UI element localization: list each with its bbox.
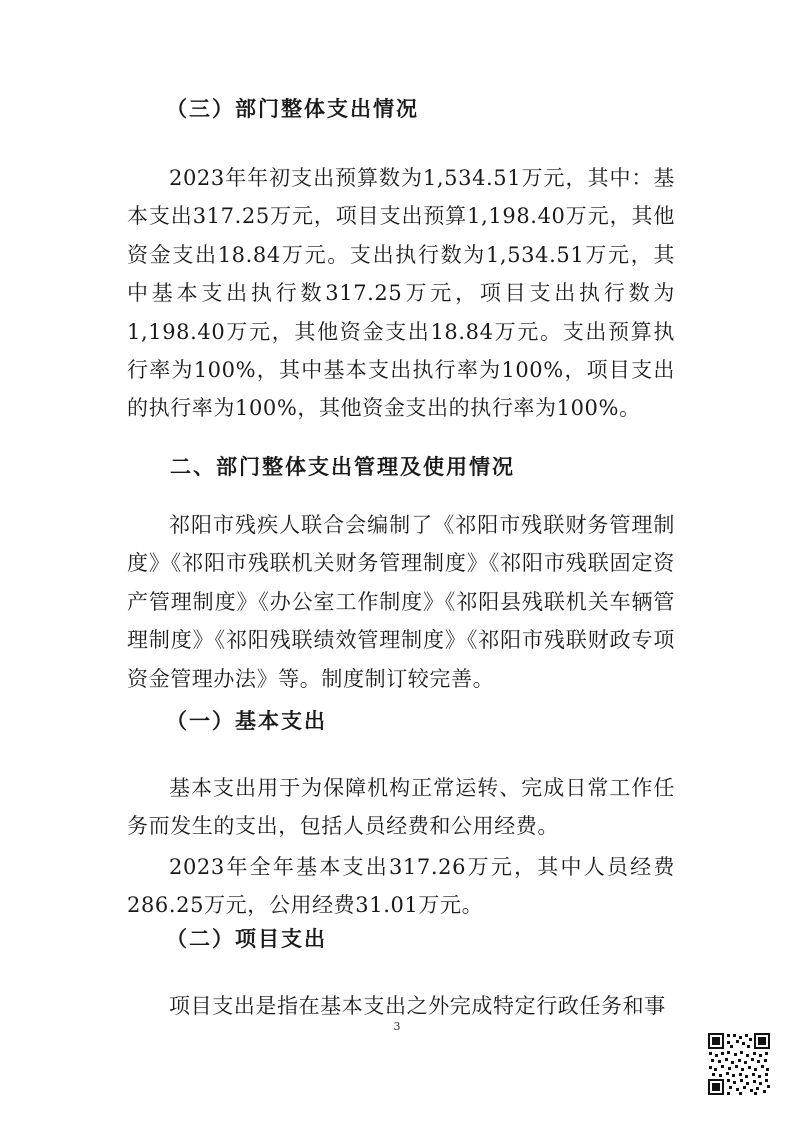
paragraph-management-rules: 祁阳市残疾人联合会编制了《祁阳市残联财务管理制度》《祁阳市残联机关财务管理制度》《祁阳市残联固定资产管理制度》《办公室工作制度》《祁阳县残联机关车辆管理制度》《祁阳残联绩效管理制度》《祁阳市残联财政专项资金管理办法》等。制度制订较完善。: [127, 513, 675, 691]
paragraph-basic-definition: 基本支出用于为保障机构正常运转、完成日常工作任务而发生的支出，包括人员经费和公用经费。: [127, 776, 675, 839]
paragraph-basic-amounts: 2023年全年基本支出317.26万元，其中人员经费286.25万元，公用经费31.01万元。: [127, 855, 675, 918]
section-heading-management: 二、部门整体支出管理及使用情况: [170, 454, 515, 479]
paragraph-overall-expenditure: 2023年年初支出预算数为1,534.51万元，其中：基本支出317.25万元，项目支出预算1,198.40万元，其他资金支出18.84万元。支出执行数为1,534.51万元，其中基本支出执行数317.25万元，项目支出执行数为1,198.40万元，其他资金支出18.84万元。支出预算执行率为100%，其中基本支出执行率为100%，项目支出的执行率为100%，其他资金支出的执行率为100%。: [127, 166, 675, 421]
section-heading-basic-expenditure: （一）基本支出: [166, 708, 327, 733]
section-heading-overall-expenditure: （三）部门整体支出情况: [166, 96, 419, 121]
paragraph-project-definition: 项目支出是指在基本支出之外完成特定行政任务和事: [169, 994, 666, 1018]
page-number: 3: [393, 1020, 401, 1033]
qr-code-icon: [707, 1032, 771, 1096]
section-heading-project-expenditure: （二）项目支出: [166, 926, 327, 951]
